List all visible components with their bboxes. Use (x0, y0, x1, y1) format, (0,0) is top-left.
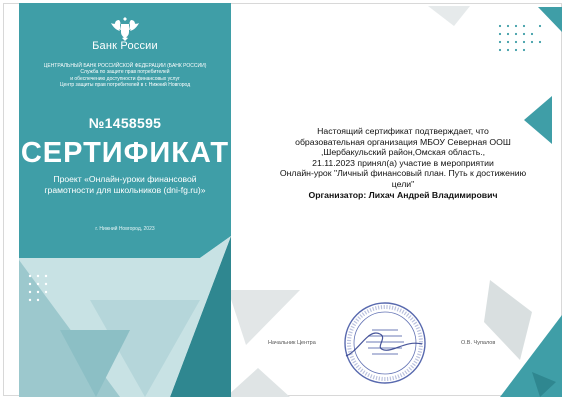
teal-corner-top-right (538, 7, 562, 32)
project-name (33, 174, 217, 196)
issuer-line: Служба по защите прав потребителей (80, 69, 170, 76)
issuer-line: ЦЕНТРАЛЬНЫЙ БАНК РОССИЙСКОЙ ФЕДЕРАЦИИ (БАНК РОССИИ) (43, 63, 207, 69)
round-seal-stamp-icon (342, 300, 428, 386)
dot-grid-top-right (499, 25, 541, 51)
body-line: Настоящий сертификат подтверждает, что (317, 126, 489, 136)
grey-shard-left (228, 290, 300, 345)
city-year: г. Нижний Новгород, 2023 (95, 226, 155, 232)
grey-shard-top (428, 6, 470, 26)
body-line: цели" (391, 178, 415, 189)
signatory-name: О.В. Чупалов (461, 340, 496, 346)
project-line: Проект «Онлайн-уроки финансовой (53, 174, 197, 184)
bank-name: Банк России (92, 40, 158, 52)
body-line: 21.11.2023 принял(а) участие в мероприятии (312, 157, 494, 168)
grey-shard-right (484, 280, 532, 360)
certificate-title: СЕРТИФИКАТ (20, 137, 230, 169)
issuer-line: и обеспечению доступности финансовых услуг (70, 75, 180, 82)
grey-shard-bottom (226, 368, 290, 397)
project-line: грамотности для школьников (dni-fg.ru)» (44, 185, 206, 195)
left-panel (19, 3, 231, 397)
issuer-line: Центр защиты прав потребителей в г. Нижний Новгород (59, 82, 191, 89)
organizer: Организатор: Лихач Андрей Владимирович (308, 189, 498, 200)
body-line: образовательная организация МБОУ Северная ООШ (295, 136, 511, 147)
double-headed-eagle-icon (110, 14, 140, 42)
body-line: ,Шербакульский район,Омская область., (320, 147, 486, 158)
certificate-number: №1458595 (88, 115, 162, 131)
certificate-body (253, 126, 553, 200)
issuer-details (33, 63, 217, 89)
body-line: Онлайн-урок "Личный финансовый план. Путь к достижению (279, 168, 527, 179)
signature-title: Начальник Центра (268, 340, 316, 346)
